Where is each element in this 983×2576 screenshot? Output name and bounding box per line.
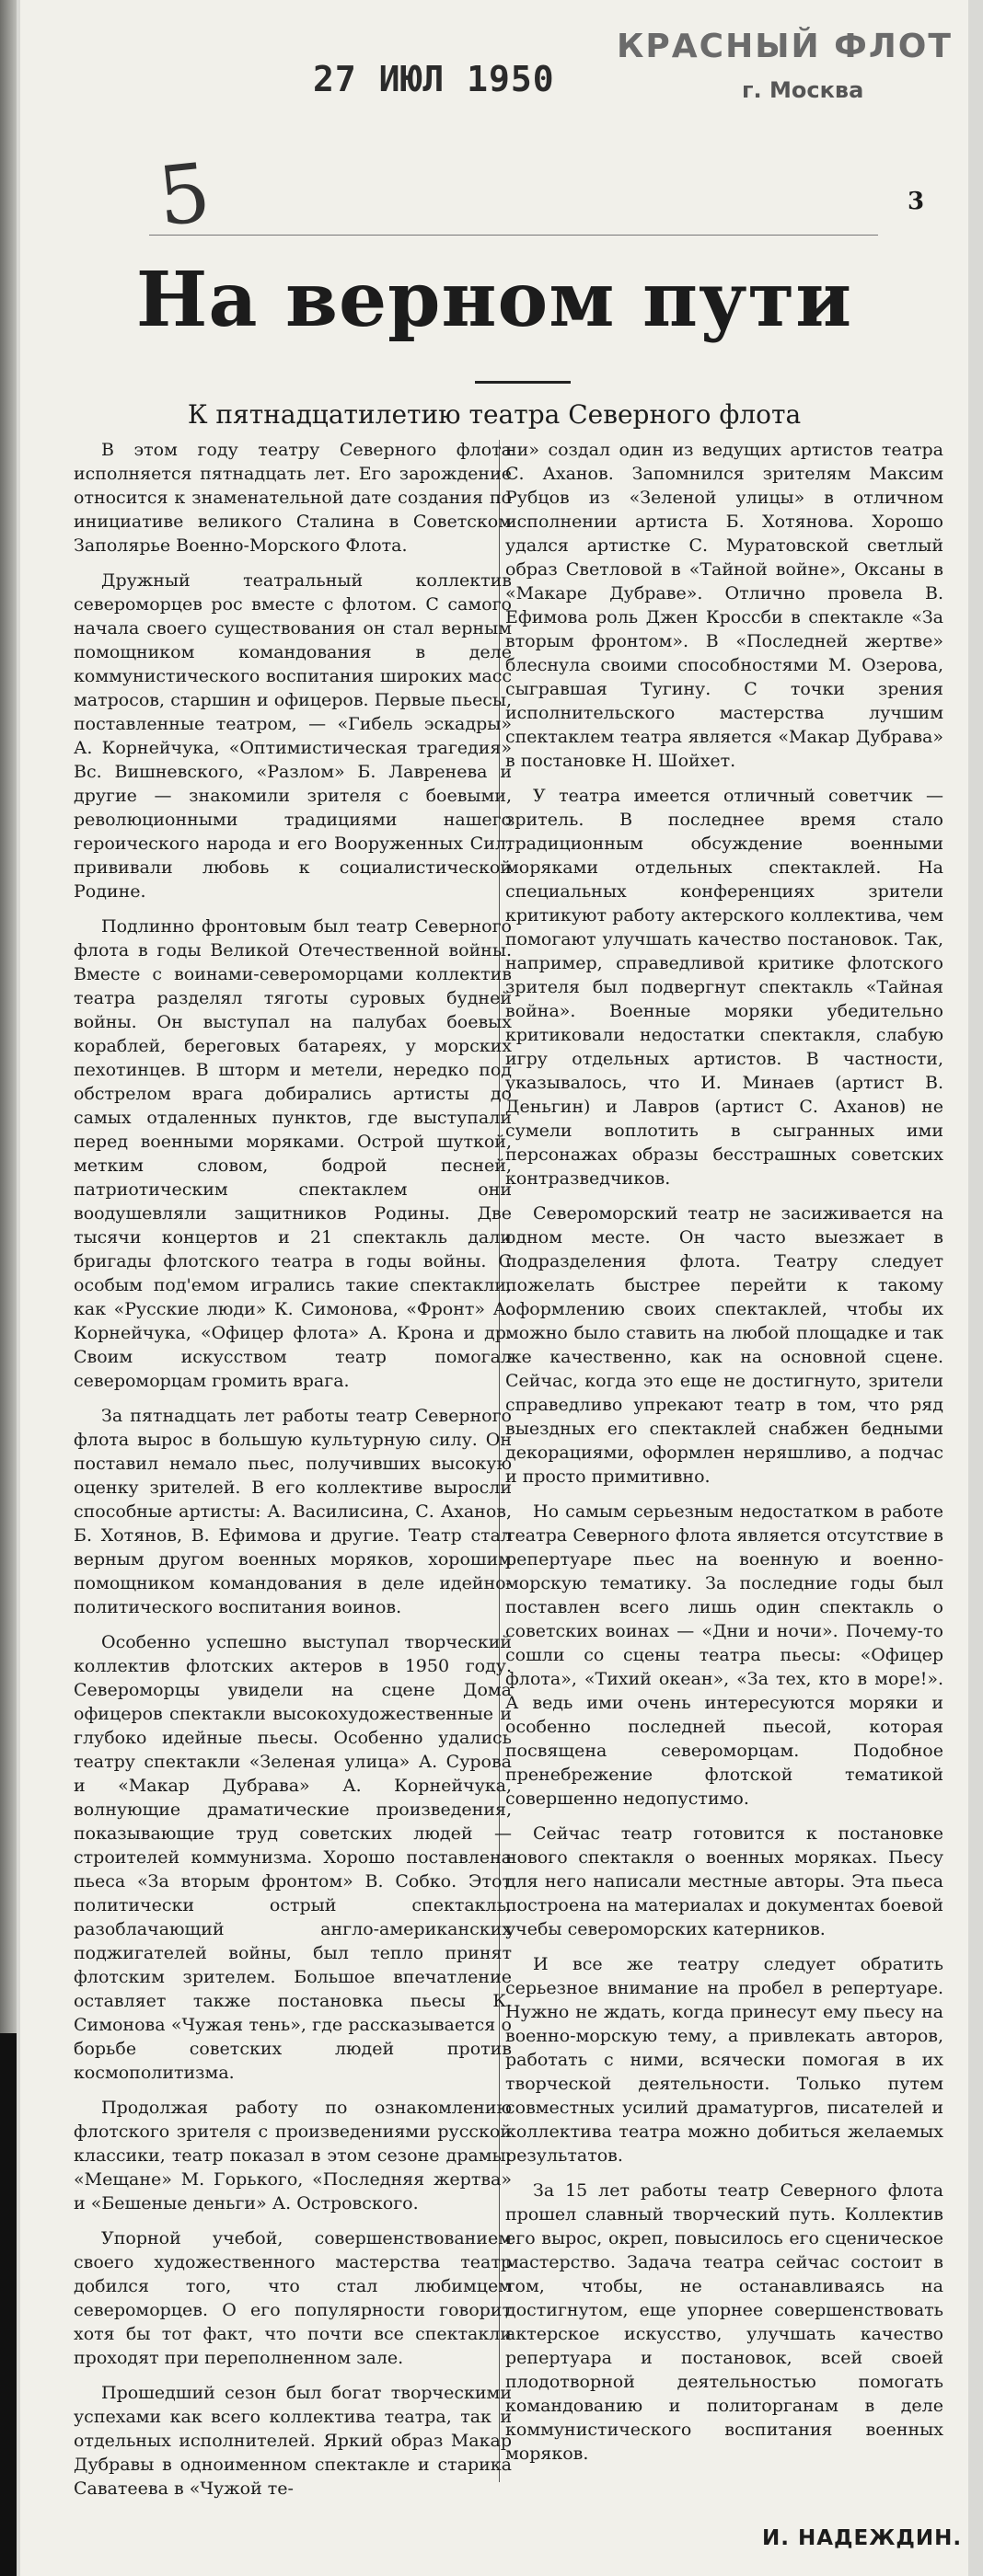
paragraph: Североморский театр не засиживается на одном месте. Он часто выезжает в подразделения флота. Театру следует пожелать быстрее перейти к такому оформлению своих спектаклей, чтобы их можно было ставить на любой площадке и так же качественно, как на основной сцене. Сейчас, когда это еще не достигнуто, зрители справедливо упрекают театр в том, что ряд выездных его спектаклей снабжен бедными декорациями, оформлен неряшливо, а подчас и просто примитивно. (505, 1203, 943, 1487)
paragraph: У театра имеется отличный советчик — зритель. В последнее время стало традиционным обсуждение военными моряками отдельных спектаклей. На специальных конференциях зрители критикуют работу актерского коллектива, чем помогают улучшать качество постановок. Так, например, справедливой критике флотского зрителя был подвергнут спектакль «Тайная война». Военные моряки убедительно критиковали недостатки спектакля, слабую игру отдельных артистов. В частности, указывалось, что И. Минаев (артист В. Деньгин) и Лавров (артист С. Аханов) не сумели воплотить в сыгранных ими персонажах образы бесстрашных советских контразведчиков. (505, 786, 943, 1189)
handwritten-mark: 5 (153, 144, 215, 245)
paragraph: За 15 лет работы театр Северного флота прошел славный творческий путь. Коллектив его вырос, окреп, повысилось его сценическое мастерство. Задача театра сейчас состоит в том, чтобы, не останавливаясь на достигнутом, еще упорнее совершенствовать актерское искусство, улучшать качество репертуара и постановок, всей своей плодотворной деятельностью помогать командованию и политорганам в деле коммунистического воспитания военных моряков. (505, 2180, 943, 2464)
paragraph: Дружный театральный коллектив североморцев рос вместе с флотом. С самого начала своего существования он стал верным помощником командования в деле коммунистического воспитания широких масс матросов, старшин и офицеров. Первые пьесы, поставленные театром, — «Гибель эскадры» А. Корнейчука, «Оптимистическая трагедия» Вс. Вишневского, «Разлом» Б. Лавренева и другие — знакомили зрителя с боевыми, революционными традициями нашего героического народа и его Вооруженных Сил, прививали любовь к социалистической Родине. (74, 570, 512, 902)
paragraph: Сейчас театр готовится к постановке нового спектакля о военных моряках. Пьесу для него написали местные авторы. Эта пьеса построена на материалах и документах боевой учебы североморских катерников. (505, 1823, 943, 1939)
author-signature: И. НАДЕЖДИН. (762, 2526, 963, 2550)
paragraph: ни» создал один из ведущих артистов театра С. Аханов. Запомнился зрителям Максим Рубцов из «Зеленой улицы» в отличном исполнении артиста Б. Хотянова. Хорошо удался артистке С. Муратовской светлый образ Светловой в «Тайной войне», Оксаны в «Макаре Дубраве». Отлично провела В. Ефимова роль Джен Кроссби в спектакле «За вторым фронтом». В «Последней жертве» блеснула своими способностями М. Озерова, сыгравшая Тугину. С точки зрения исполнительского мастерства лучшим спектаклем театра является «Макар Дубрава» в постановке Н. Шойхет. (505, 440, 943, 771)
title-underline (475, 381, 571, 384)
article-column-left (74, 438, 512, 2526)
paragraph: Продолжая работу по ознакомлению флотского зрителя с произведениями русской классики, театр показал в этом сезоне драмы: «Мещане» М. Горького, «Последняя жертва» и «Бешеные деньги» А. Островского. (74, 2098, 512, 2214)
city-stamp: г. Москва (742, 77, 864, 103)
article-title: На верном пути (135, 256, 853, 344)
date-stamp: 27 ИЮЛ 1950 (313, 59, 555, 99)
title-rule (149, 235, 878, 236)
paragraph: За пятнадцать лет работы театр Северного флота вырос в большую культурную силу. Он поставил немало пьес, получивших высокую оценку зрителей. В его коллективе выросли способные артисты: А. Василисина, С. Аханов, Б. Хотянов, В. Ефимова и другие. Театр стал верным другом военных моряков, хорошим помощником командования в деле идейно-политического воспитания воинов. (74, 1406, 512, 1617)
paragraph: Подлинно фронтовым был театр Северного флота в годы Великой Отечественной войны. Вместе с воинами-североморцами коллектив театра разделял тяготы суровых будней войны. Он выступал на палубах боевых кораблей, береговых батареях, у морских пехотинцев. В шторм и метели, нередко под обстрелом врага добирались артисты до самых отдаленных пунктов, где выступали перед военными моряками. Острой шуткой, метким словом, бодрой песней, патриотическим спектаклем они воодушевляли защитников Родины. Две тысячи концертов и 21 спектакль дали бригады флотского театра в годы войны. С особым под'емом игрались такие спектакли, как «Русские люди» К. Симонова, «Фронт» А. Корнейчука, «Офицер флота» А. Крона и др. Своим искусством театр помогал североморцам громить врага. (74, 916, 512, 1391)
article-column-right (505, 438, 943, 2526)
paragraph: Прошедший сезон был богат творческими успехами как всего коллектива театра, так и отдельных исполнителей. Яркий образ Макар Дубравы в одноименном спектакле и старика Саватеева в «Чужой те- (74, 2383, 512, 2499)
paragraph: Но самым серьезным недостатком в работе театра Северного флота является отсутствие в репертуаре пьес на военную и военно-морскую тематику. За последние годы был поставлен всего лишь один спектакль о советских воинах — «Дни и ночи». Почему-то сошли со сцены театра пьесы: «Офицер флота», «Тихий океан», «За тех, кто в море!». А ведь ими очень интересуются моряки и особенно последней пьесой, которая посвящена североморцам. Подобное пренебрежение флотской тематикой совершенно недопустимо. (505, 1501, 943, 1809)
scan-edge-shadow (0, 2033, 17, 2576)
scan-edge (0, 0, 17, 2576)
paragraph: И все же театру следует обратить серьезное внимание на пробел в репертуаре. Нужно не ждать, когда принесут ему пьесу на военно-морскую тему, а привлекать авторов, работать с ними, всячески помогая в их творческой деятельности. Только путем совместных усилий драматургов, писателей и коллектива театра можно добиться желаемых результатов. (505, 1954, 943, 2166)
paragraph: В этом году театру Северного флота исполняется пятнадцать лет. Его зарождение относится к знаменательной дате создания по инициативе великого Сталина в Советском Заполярье Военно-Морского Флота. (74, 440, 512, 556)
newspaper-clipping (20, 0, 968, 2576)
paragraph: Упорной учебой, совершенствованием своего художественного мастерства театр добился того, что стал любимцем североморцев. О его популярности говорит хотя бы тот факт, что почти все спектакли проходят при переполненном зале. (74, 2228, 512, 2368)
newspaper-name-stamp: КРАСНЫЙ ФЛОТ (617, 28, 953, 65)
page-number: 3 (908, 188, 925, 215)
paragraph: Особенно успешно выступал творческий коллектив флотских актеров в 1950 году. Североморцы увидели на сцене Дома офицеров спектакли высокохудожественные и глубоко идейные пьесы. Особенно удались театру спектакли «Зеленая улица» А. Сурова и «Макар Дубрава» А. Корнейчука, волнующие драматические произведения, показывающие труд советских людей — строителей коммунизма. Хорошо поставлена пьеса «За вторым фронтом» В. Собко. Этот политически острый спектакль, разоблачающий англо-американских поджигателей войны, был тепло принят флотским зрителем. Большое впечатление оставляет также постановка пьесы К. Симонова «Чужая тень», где рассказывается о борьбе советских людей против космополитизма. (74, 1632, 512, 2083)
article-subtitle: К пятнадцатилетию театра Северного флота (187, 399, 802, 430)
